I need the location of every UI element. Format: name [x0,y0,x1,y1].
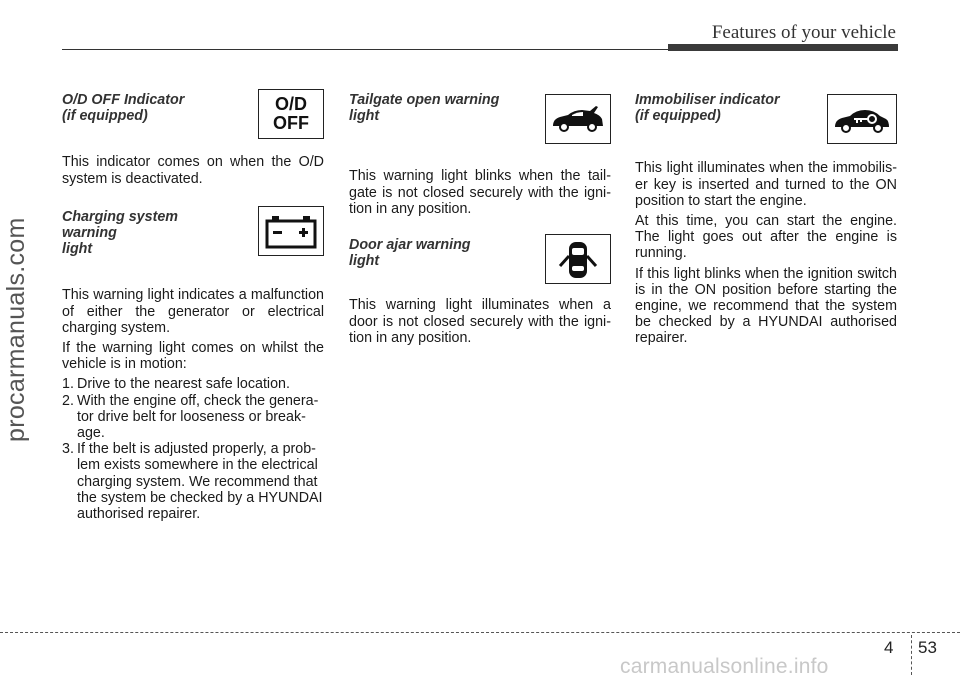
list-item: 1. Drive to the nearest safe location. [62,376,290,393]
heading-line: light [62,241,93,258]
section-charging [62,209,324,522]
section-text: This warning light blinks when the tail-gate is not closed securely with the igni-tion in any position. [349,168,611,217]
section-text: This light illuminates when the immobilis-er key is inserted and turned to the ON position to start the engine. [635,160,897,209]
section-text: If this light blinks when the ignition switch is in the ON position before starting the engine, we recommend that the system be checked by a HYUNDAI authorised repairer. [635,265,897,347]
od-off-indicator-icon [258,89,324,139]
column-middle [349,92,611,350]
heading-line: Charging system warning [62,208,178,242]
section-od-off [62,92,324,187]
section-text: This warning light indicates a malfunction of either the generator or electrical charging system. [62,287,324,336]
chapter-number: 4 [884,638,894,657]
section-immobiliser [635,92,897,347]
indicator-label: OFF [273,113,309,133]
heading-line: (if equipped) [62,108,148,125]
section-text: If the warning light comes on whilst the vehicle is in motion: [62,340,324,373]
heading-line: Immobiliser indicator [635,92,780,108]
list-item: 2. With the engine off, check the genera-tor drive belt for looseness or break-age. [62,392,319,442]
section-text: At this time, you can start the engine. The light goes out after the engine is running. [635,213,897,262]
section-heading: Door ajar warning light [349,237,471,270]
footer-separator [911,635,912,675]
column-left [62,92,324,522]
column-right [635,92,897,351]
car-key-icon [827,94,897,144]
section-heading: Tailgate open warning light [349,92,500,125]
tailgate-open-car-icon [545,94,611,144]
section-door [349,237,611,346]
heading-line: (if equipped) [635,108,721,125]
header-rule [62,49,672,50]
indicator-label: O/D [274,94,307,114]
door-ajar-car-icon [545,234,611,284]
list-item: 3. If the belt is adjusted properly, a prob-lem exists somewhere in the electrical charging system. We recommend that the system be checked by a HYUNDAI authorised repairer. [62,441,323,523]
section-text: This warning light illuminates when a door is not closed securely with the igni-tion in any position. [349,297,611,346]
section-tailgate [349,92,611,217]
section-text: This indicator comes on when the O/D system is deactivated. [62,154,324,187]
footer-watermark: carmanualsonline.info [620,655,829,678]
page-number: 53 [918,638,937,657]
header-title: Features of your vehicle [711,22,896,43]
heading-line: O/D OFF Indicator [62,92,185,108]
footer-rule [0,632,960,633]
side-watermark: procarmanuals.com [2,217,30,442]
header-rule-accent [668,44,898,51]
battery-icon [258,206,324,256]
steps-list [62,376,324,522]
